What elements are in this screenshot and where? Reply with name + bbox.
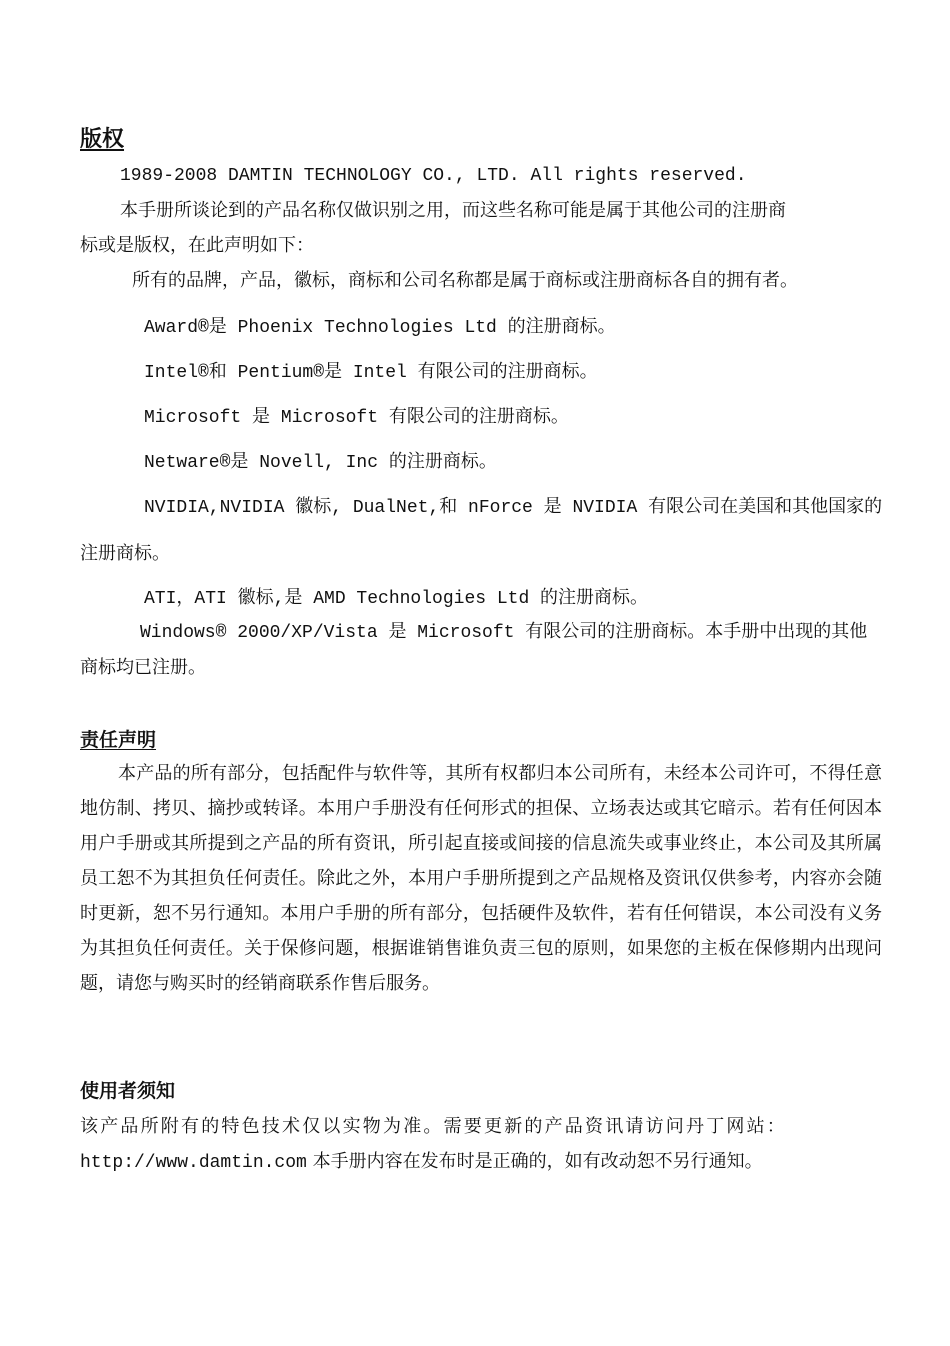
trademark-award: Award®是 Phoenix Technologies Ltd 的注册商标。 bbox=[144, 318, 616, 338]
copyright-line: 标或是版权，在此声明如下： bbox=[80, 235, 314, 256]
user-notice-heading: 使用者须知 bbox=[80, 1080, 176, 1102]
trademark-windows-cont: 商标均已注册。 bbox=[80, 657, 206, 678]
trademark-ati: ATI，ATI 徽标,是 AMD Technologies Ltd 的注册商标。 bbox=[144, 589, 649, 609]
user-notice-line: 该产品所附有的特色技术仅以实物为准。需要更新的产品资讯请访问丹丁网站： bbox=[80, 1116, 787, 1137]
trademark-netware: Netware®是 Novell, Inc 的注册商标。 bbox=[144, 453, 497, 473]
trademark-nvidia-cont: 注册商标。 bbox=[80, 543, 170, 564]
website-url: http://www.damtin.com bbox=[80, 1153, 307, 1173]
copyright-line: 本手册所谈论到的产品名称仅做识别之用，而这些名称可能是属于其他公司的注册商 bbox=[120, 200, 786, 221]
copyright-heading: 版权 bbox=[80, 127, 125, 152]
liability-paragraph: 本产品的所有部分，包括配件与软件等，其所有权都归本公司所有，未经本公司许可，不得任意地仿制、拷贝、摘抄或转译。本用户手册没有任何形式的担保、立场表达或其它暗示。若有任何因本用户手册或其所提到之产品的所有资讯，所引起直接或间接的信息流失或事业终止，本公司及其所属员工恕不为其担负任何责任。除此之外，本用户手册所提到之产品规格及资讯仅供参考，内容亦会随时更新，恕不另行通知。本用户手册的所有部分，包括硬件及软件，若有任何错误，本公司没有义务为其担负任何责任。关于保修问题，根据谁销售谁负责三包的原则，如果您的主板在保修期内出现问题，请您与购买时的经销商联系作售后服务。 bbox=[80, 763, 882, 994]
user-notice-tail: 本手册内容在发布时是正确的，如有改动恕不另行通知。 bbox=[306, 1151, 763, 1172]
user-notice-line-2 bbox=[80, 1150, 763, 1175]
copyright-line: 所有的品牌，产品，徽标，商标和公司名称都是属于商标或注册商标各自的拥有者。 bbox=[132, 270, 798, 291]
trademark-nvidia: NVIDIA,NVIDIA 徽标, DualNet,和 nForce 是 NVIDIA 有限公司在美国和其他国家的 bbox=[144, 498, 883, 518]
copyright-line: 1989-2008 DAMTIN TECHNOLOGY CO., LTD. All rights reserved. bbox=[120, 166, 747, 186]
trademark-intel: Intel®和 Pentium®是 Intel 有限公司的注册商标。 bbox=[144, 363, 598, 383]
trademark-windows: Windows® 2000/XP/Vista 是 Microsoft 有限公司的注册商标。本手册中出现的其他 bbox=[140, 623, 868, 643]
trademark-microsoft: Microsoft 是 Microsoft 有限公司的注册商标。 bbox=[144, 408, 569, 428]
liability-heading: 责任声明 bbox=[80, 729, 157, 751]
